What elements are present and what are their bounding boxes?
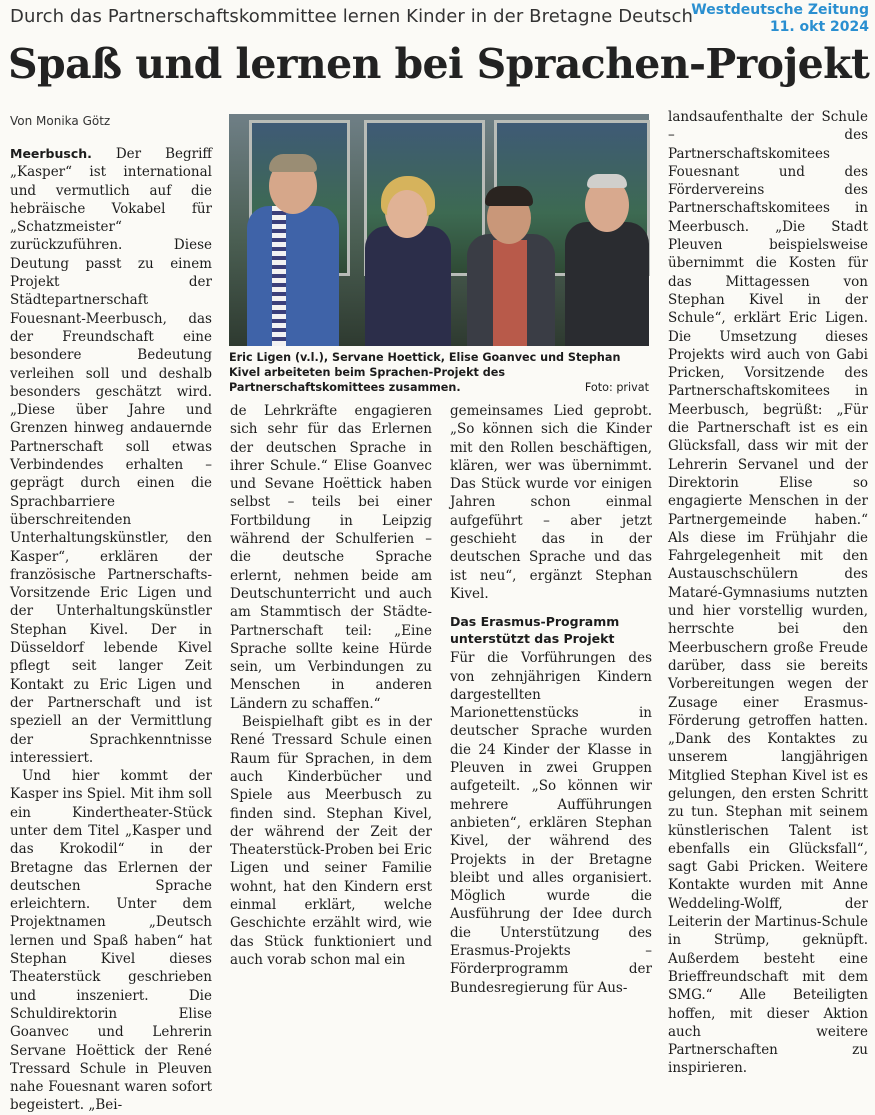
article-column-2 — [230, 402, 432, 968]
paragraph: Und hier kommt der Kasper ins Spiel. Mit ihm soll ein Kindertheater-Stück unter dem Titel „Kasper und das Krokodil“ in der Bretagne das Erlernen der deutschen Sprache erleichtern. Unter dem Projektnamen „Deutsch lernen und Spaß haben“ hat Stephan Kivel dieses Theaterstück geschrieben und inszeniert. Die Schuldirektorin Elise Goanvec und Lehrerin Servane Hoëttick der René Tressard Schule in Pleuven nahe Fouesnant waren sofort begeistert. „Bei- — [10, 768, 212, 1114]
person-elise-goanvec — [463, 156, 559, 346]
person-stephan-kivel — [563, 146, 649, 346]
paragraph: Meerbusch. Der Begriff „Kasper“ ist international und vermutlich auf die hebräische Vokabel für „Schatzmeister“ zurückzuführen. Diese Deutung passt zu einem Projekt der Städtepartnerschaft Fouesnant-Meerbusch, das der Freundschaft eine besondere Bedeutung verleihen soll und deshalb besonders geschätzt wird. „Diese über Jahre und Grenzen hinweg andauernde Partnerschaft soll etwas Verbindendes erhalten – geprägt durch einen die Sprachbarriere überschreitenden Unterhaltungskünstler, den Kasper“, erklären der französische Partnerschafts-Vorsitzende Eric Ligen und der Unterhaltungskünstler Stephan Kivel. Der in Düsseldorf lebende Kivel pflegt seit langer Zeit Kontakt zu Eric Ligen und der Partnerschaft und ist speziell an der Vermittlung der Sprachkenntnisse interessiert. — [10, 146, 212, 766]
article-column-4 — [668, 108, 868, 1077]
article-column-1 — [10, 145, 212, 1114]
newspaper-name: Westdeutsche Zeitung — [691, 2, 869, 18]
masthead — [691, 2, 869, 36]
paragraph: landsaufenthalte der Schule – des Partnerschaftskomitees Fouesnant und des Fördervereins des Partnerschaftskomitees in Meerbusch. „Die Stadt Pleuven beispielsweise übernimmt die Kosten für das Mittagessen von Stephan Kivel in der Schule“, erklärt Eric Ligen. Die Umsetzung dieses Projekts wird auch von Gabi Pricken, Vorsitzende des Partnerschaftskomitees in Meerbusch, begrüßt: „Für die Partnerschaft ist es ein Glücksfall, dass wir mit der Lehrerin Servanel und der Direktorin Elise so engagierte Menschen in der Partnergemeinde haben.“ Als diese im Frühjahr die Fahrgelegenheit mit den Austauschschülern des Mataré-Gymnasiums nutzten und hier vorstellig wurden, herrschte bei den Meerbuschern große Freude darüber, dass sie bereits Vorbereitungen wegen der Zusage einer Erasmus-Förderung getroffen hatten. „Dank des Kontaktes zu unserem langjährigen Mitglied Stephan Kivel ist es gelungen, den ersten Schritt zu tun. Stephan mit seinem künstlerischen Talent ist ebenfalls ein Glücksfall“, sagt Gabi Pricken. Weitere Kontakte wurden mit Anne Weddeling-Wolff, der Leiterin der Martinus-Schule in Strümp, geknüpft. Außerdem besteht eine Brieffreundschaft mit dem SMG.“ Alle Beteiligten hoffen, mit dieser Aktion auch weitere Partnerschaften zu inspirieren. — [668, 109, 868, 1077]
kicker-line: Durch das Partnerschaftskommittee lernen Kinder in der Bretagne Deutsch — [10, 6, 693, 27]
byline: Von Monika Götz — [10, 114, 111, 128]
dateline: Meerbusch. — [10, 146, 92, 161]
publication-date: 11. okt 2024 — [769, 19, 869, 35]
group-photo — [229, 114, 649, 346]
headline: Spaß und lernen bei Sprachen-Projekt — [8, 40, 870, 88]
paragraph: de Lehrkräfte engagieren sich sehr für das Erlernen der deutschen Sprache in ihrer Schule.“ Elise Goanvec und Sevane Hoëttick haben selbst – teils bei einer Fortbildung in Leipzig während der Schulferien – die deutsche Sprache erlernt, nehmen beide am Deutschunterricht und auch am Stammtisch der Städte-Partnerschaft teil: „Eine Sprache sollte keine Hürde sein, um Verbindungen zu Menschen in anderen Ländern zu schaffen.“ — [230, 403, 432, 712]
subheading: Das Erasmus-Programm unterstützt das Projekt — [450, 614, 620, 647]
photo-caption — [229, 350, 649, 395]
paragraph: gemeinsames Lied geprobt. „So können sich die Kinder mit den Rollen beschäftigen, klären, wer was übernimmt. Das Stück wurde vor einigen Jahren schon einmal aufgeführt – aber jetzt geschieht das in der deutschen Sprache und das ist neu“, ergänzt Stephan Kivel. — [450, 403, 652, 602]
paragraph: Beispielhaft gibt es in der René Tressard Schule einen Raum für Sprachen, in dem auch Kinderbücher und Spiele aus Meerbusch zu finden sind. Stephan Kivel, der während der Zeit der Theaterstück-Proben bei Eric Ligen und seiner Familie wohnt, hat den Kindern erst einmal erklärt, welche Geschichte erzählt wird, wie das Stück funktioniert und auch vorab schon mal ein — [230, 714, 432, 968]
paragraph: Für die Vorführungen des von zehnjährigen Kindern dargestellten Marionettenstücks in deutscher Sprache wurden die 24 Kinder der Klasse in Pleuven in zwei Gruppen aufgeteilt. „So können wir mehrere Aufführungen anbieten“, erklären Stephan Kivel, der während des Projekts in der Bretagne bleibt und alles organisiert. Möglich wurde die Ausführung der Idee durch die Unterstützung des Erasmus-Projekts – Förderprogramm der Bundesregierung für Aus- — [450, 650, 652, 996]
photo-credit: Foto: privat — [584, 381, 649, 394]
article-column-3 — [450, 402, 652, 996]
caption-text: Eric Ligen (v.l.), Servane Hoettick, Elise Goanvec und Stephan Kivel arbeiteten beim Sprachen-Projekt des Partnerschaftskomittees zusammen. — [229, 351, 621, 394]
person-eric-ligen — [237, 126, 347, 346]
person-servane-hoettick — [357, 146, 457, 346]
